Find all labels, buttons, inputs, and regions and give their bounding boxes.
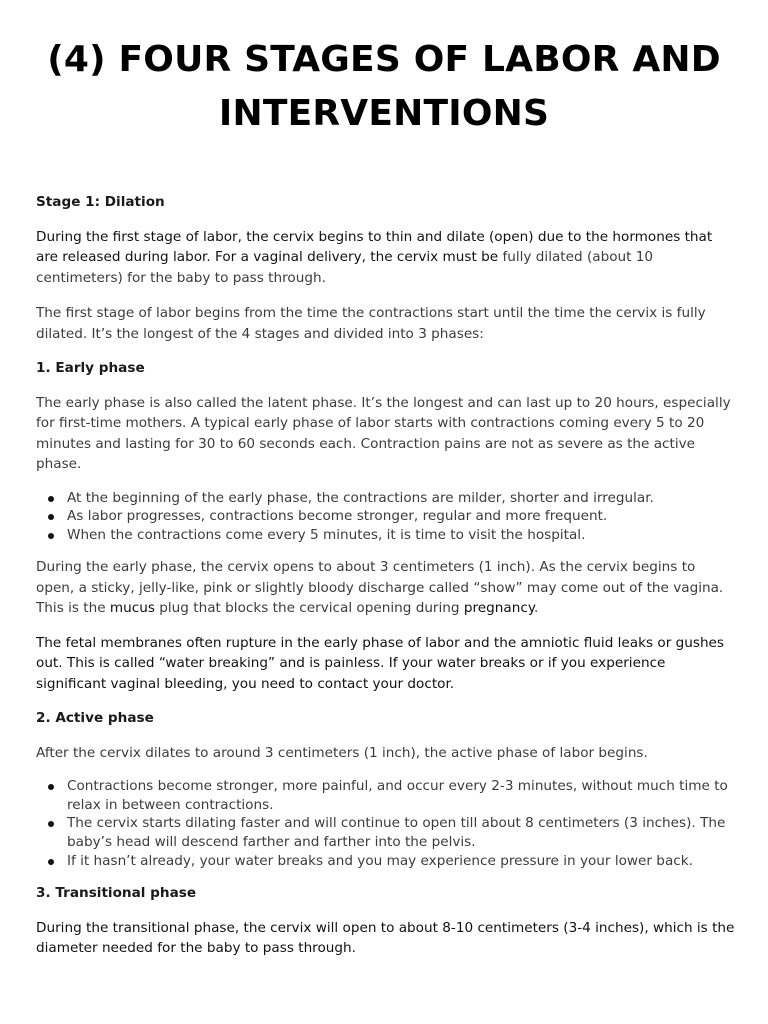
list-item-text: The cervix starts dilating faster and will continue to open till about 8 centimeters (3 inches). The baby’s head will descend farther and farther into the pelvis. (67, 815, 726, 851)
bullet-icon (48, 514, 54, 520)
list-item-text: At the beginning of the early phase, the contractions are milder, shorter and irregular. (67, 489, 654, 506)
mucus-link[interactable]: mucus (109, 600, 155, 617)
early-phase-paragraph-2-text-a: During the early phase, the cervix opens to about 3 centimeters (1 inch). As the cervix begins to open, a sticky, jelly-like, pink or slightly bloody discharge called “show” may come out of the vagina. This is the (36, 559, 724, 617)
stage1-paragraph-1-link[interactable]: fully dilated (about 10 centimeters) for the baby to pass through. (36, 249, 654, 286)
stage1-heading: Stage 1: Dilation (36, 194, 165, 210)
early-phase-paragraph-2 (36, 557, 736, 619)
pregnancy-link[interactable]: pregnancy (463, 600, 534, 617)
page-title: (4) FOUR STAGES OF LABOR AND INTERVENTIONS (47, 39, 721, 134)
bullet-icon (48, 821, 54, 827)
stage1-paragraph-2: The first stage of labor begins from the time the contractions start until the time the cervix is fully dilated. It’s the longest of the 4 stages and divided into 3 phases: (36, 305, 706, 342)
early-phase-paragraph-2-text-c: . (533, 600, 539, 617)
list-item (67, 777, 736, 814)
early-phase-heading: 1. Early phase (36, 360, 145, 376)
bullet-icon (48, 784, 54, 790)
early-phase-paragraph-2-text-b: plug that blocks the cervical opening during (154, 600, 464, 617)
transitional-phase-heading: 3. Transitional phase (36, 885, 197, 902)
list-item (67, 814, 736, 851)
stage1-paragraph-1-text: During the first stage of labor, the cervix begins to thin and dilate (open) due to the hormones that are released during labor. For a vaginal delivery, the cervix must be (36, 228, 713, 265)
early-phase-bullet-list (36, 489, 736, 545)
active-phase-heading: 2. Active phase (36, 710, 154, 727)
early-phase-paragraph-3: The fetal membranes often rupture in the early phase of labor and the amniotic fluid leaks or gushes out. This is called “water breaking” and is painless. If your water breaks or if you experience significant vaginal bleeding, you need to contact your doctor. (36, 634, 725, 692)
bullet-icon (48, 496, 54, 502)
bullet-icon (48, 859, 54, 865)
list-item-text: If it hasn’t already, your water breaks and you may experience pressure in your lower back. (67, 852, 693, 869)
active-phase-bullet-list (36, 777, 736, 870)
bullet-icon (48, 533, 54, 539)
stage1-paragraph-1 (36, 227, 736, 289)
list-item-text: When the contractions come every 5 minutes, it is time to visit the hospital. (67, 526, 586, 543)
list-item (67, 489, 736, 508)
list-item (67, 852, 736, 871)
document-body (36, 192, 736, 973)
list-item (67, 507, 736, 526)
early-phase-paragraph-1: The early phase is also called the latent phase. It’s the longest and can last up to 20 hours, especially for first-time mothers. A typical early phase of labor starts with contractions coming every 5 to 20 minutes and lasting for 30 to 60 seconds each. Contraction pains are not as severe as the active phase. (36, 394, 731, 472)
active-phase-paragraph-1: After the cervix dilates to around 3 centimeters (1 inch), the active phase of labor begins. (36, 744, 648, 761)
list-item-text: Contractions become stronger, more painful, and occur every 2-3 minutes, without much time to relax in between contractions. (67, 778, 728, 813)
list-item (67, 526, 736, 545)
transitional-phase-paragraph-1: During the transitional phase, the cervix will open to about 8-10 centimeters (3-4 inches), which is the diameter needed for the baby to pass through. (36, 919, 735, 957)
list-item-text: As labor progresses, contractions become stronger, regular and more frequent. (67, 508, 608, 525)
